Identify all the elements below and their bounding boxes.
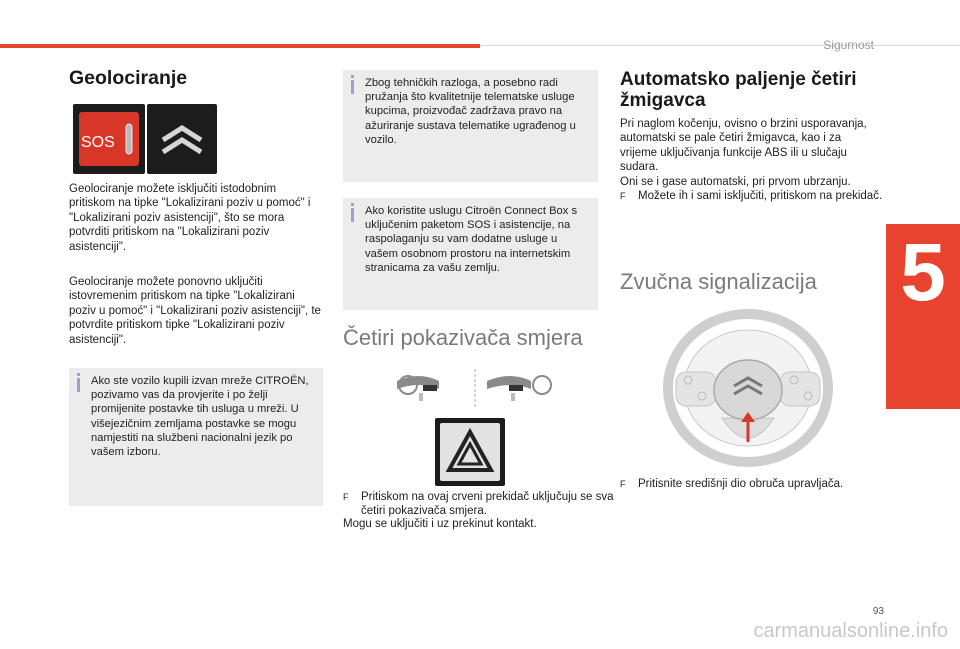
- chapter-tab: [886, 224, 960, 409]
- hazard-bullet: F Pritiskom na ovaj crveni prekidač uključuju se sva četiri pokazivača smjera.: [343, 491, 614, 518]
- sos-label: SOS: [81, 134, 115, 151]
- section-label: Sigurnost: [823, 38, 874, 52]
- hazard-title: Četiri pokazivača smjera: [343, 325, 583, 350]
- note-telematics: [343, 70, 598, 182]
- hazard-button-illustration: [435, 418, 505, 491]
- note-connect-box-text: Ako koristite uslugu Citroën Connect Box s uključenim paketom SOS i asistencije, na raspolaganju su vam dodatne usluge u vašem osobnom prostoru na internetskim stranicama za vašu zemlju.: [365, 205, 578, 274]
- watermark: carmanualsonline.info: [753, 620, 948, 642]
- auto-hazard-title: Automatsko paljenje četiri žmigavca: [620, 69, 857, 111]
- horn-bullet: F Pritisnite središnji dio obruča upravljača.: [620, 478, 844, 490]
- info-icon: [77, 378, 80, 392]
- note-telematics-text: Zbog tehničkih razloga, a posebno radi pružanja što kvalitetnije telematske usluge kupcima, proizvođač zadržava pravo na ažuriranje sustava telematike ugrađenog u vozilo.: [365, 77, 576, 146]
- auto-hazard-text2: Oni se i gase automatski, pri prvom ubrzanju.: [620, 176, 851, 188]
- top-accent-bar: [0, 44, 480, 48]
- page-number: 93: [872, 606, 884, 617]
- auto-hazard-text: Pri naglom kočenju, ovisno o brzini usporavanja, automatski se pale četiri žmigavca, kao i za vrijeme uključivanja funkcije ABS ili u slučaju sudara.: [620, 118, 867, 174]
- auto-hazard-bullet: F Možete ih i sami isključiti, pritiskom na prekidač.: [620, 190, 883, 202]
- sos-button-illustration: [73, 104, 145, 179]
- note-citroen-network: [69, 368, 323, 506]
- assistance-button-illustration: [147, 104, 217, 179]
- geolocation-para2: Geolociranje možete ponovno uključiti istovremenim pritiskom na tipke "Lokalizirani poziv u pomoć" i "Lokalizirani poziv asistenciji", te potvrdite pritiskom tipke "Lokalizirani poziv asistenciji".: [69, 276, 321, 346]
- bullet-marker: F: [343, 492, 349, 502]
- hazard-text: Mogu se uključiti i uz prekinut kontakt.: [343, 518, 537, 530]
- chapter-number: 5: [900, 227, 946, 318]
- note-connect-box: [343, 198, 598, 310]
- horn-title: Zvučna signalizacija: [620, 269, 817, 294]
- geolocation-title: Geolociranje: [69, 67, 188, 89]
- info-icon: [351, 80, 354, 94]
- geolocation-para1: Geolociranje možete isključiti istodobnim pritiskom na tipke "Lokalizirani poziv u pomoć" i "Lokalizirani poziv asistenciji", što se mora potvrditi pritiskom na "Lokalizirani poziv asistenciji".: [69, 183, 311, 253]
- note-citroen-network-text: Ako ste vozilo kupili izvan mreže CITROËN, pozivamo vas da provjerite i po želji promijenite postavke tih usluga u mreži. U višejezičnim zemljama postavke se mogu namjestiti na službeni nacionalni jezik po vašem izboru.: [91, 375, 309, 459]
- steering-wheel-illustration: [662, 308, 834, 475]
- bullet-marker: F: [620, 479, 626, 489]
- dashboard-illustration: [391, 367, 559, 414]
- top-rule: [480, 45, 960, 46]
- info-icon: [351, 208, 354, 222]
- bullet-marker: F: [620, 191, 626, 201]
